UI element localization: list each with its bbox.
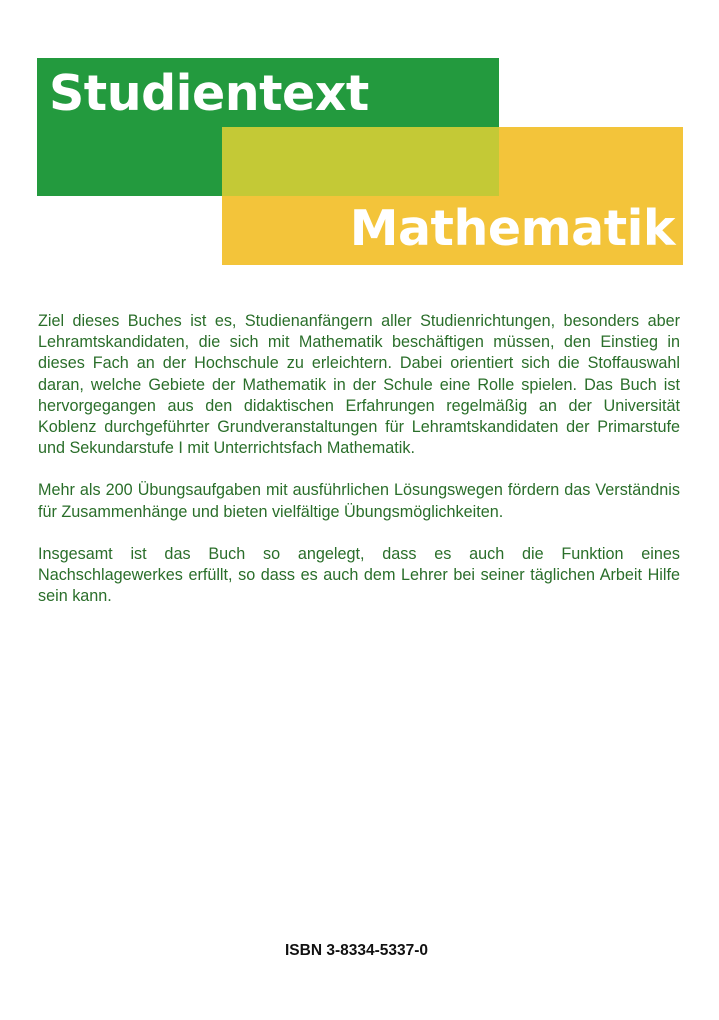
- banner-overlap: [222, 127, 499, 196]
- title-mathematik: Mathematik: [349, 200, 675, 257]
- blurb: [38, 311, 680, 628]
- isbn-number: ISBN 3-8334-5337-0: [285, 942, 429, 959]
- title-studientext: Studientext: [49, 65, 369, 122]
- blurb-paragraph-2: Mehr als 200 Übungsaufgaben mit ausführlichen Lösungswegen fördern das Verständnis für Zusammenhänge und bieten vielfältige Übungsmöglichkeiten.: [38, 481, 680, 521]
- blurb-paragraph-3: Insgesamt ist das Buch so angelegt, dass es auch die Funktion eines Nachschlagewerkes erfüllt, so dass es auch dem Lehrer bei seiner täglichen Arbeit Hilfe sein kann.: [38, 544, 680, 606]
- blurb-paragraph-1: Ziel dieses Buches ist es, Studienanfängern aller Studienrichtungen, besonders aber Lehramtskandidaten, die sich mit Mathematik beschäftigen müssen, den Einstieg in dieses Fach an der Hochschule zu erleichtern. Dabei orientiert sich die Stoffauswahl daran, welche Gebiete der Mathematik in der Schule eine Rolle spielen. Das Buch ist hervorgegangen aus den didaktischen Erfahrungen regelmäßig an der Universität Koblenz durchgeführter Grundveranstaltungen für Lehramtskandidaten der Primarstufe und Sekundarstufe I mit Unterrichtsfach Mathematik.: [38, 312, 680, 458]
